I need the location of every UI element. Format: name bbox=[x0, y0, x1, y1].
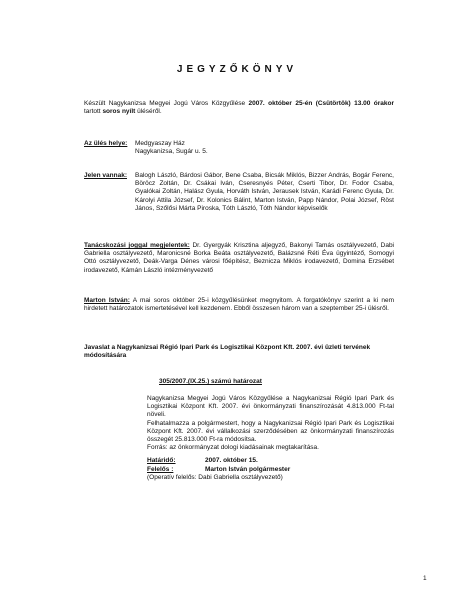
document-title: JEGYZŐKÖNYV bbox=[176, 64, 298, 75]
responsible-label: Felelős : bbox=[147, 465, 174, 473]
intro-soros: soros nyílt bbox=[102, 108, 136, 116]
resolution-source: Forrás: az önkormányzat dologi kiadásainak megtakarítása. bbox=[147, 444, 319, 452]
resolution-body bbox=[147, 395, 394, 482]
location-line1: Medgyaszay Ház bbox=[135, 140, 185, 147]
location-line2: Nagykanizsa, Sugár u. 5. bbox=[135, 148, 208, 156]
operative-line: (Operatív felelős: Dabi Gabriella osztályvezető) bbox=[147, 473, 283, 481]
intro-pre: Készült Nagykanizsa Megyei Jogú Város Közgyűlése bbox=[84, 100, 249, 107]
deadline-label: Határidő: bbox=[147, 457, 176, 465]
deadline-value: 2007. október 15. bbox=[205, 457, 258, 465]
opening-text: A mai soros október 25-i közgyűlésünket megnyitom. A forgatókönyv szerint a ki nem hirdetett határozatok ismertetésével kell kezdenem. Ebből összesen három van a szeptember 25-i ülésről. bbox=[84, 297, 394, 313]
advisory-text: Dr. Gyergyák Krisztina aljegyző, Bakonyi Tamás osztályvezető, Dabi Gabriella osztályvezető, Maronicsné Borka Beáta osztályvezető, Balázsné Réti Éva ügyintéző, Somogyi Ottó osztályvezető, Deák-Varga Dénes városi főépítész, Beznicza Miklós irodavezető, Domina Erzsébet irodavezető, Kámán László intézményvezető bbox=[84, 242, 395, 274]
resolution-para1: Nagykanizsa Megyei Jogú Város Közgyűlése a Nagykanizsai Régió Ipari Park és Logisztikai Központ Kft. 2007. évi önkormányzati finanszírozását 4.813.000 Ft-tal növeli. bbox=[147, 395, 394, 419]
present-list: Balogh László, Bárdosi Gábor, Bene Csaba, Bicsák Miklós, Bizzer András, Bogár Ferenc, Böröcz Zoltán, Dr. Csákai Iván, Cseresnyés Péter, Cserti Tibor, Dr. Fodor Csaba, Gyalókai Zoltán, Halász Gyula, Horváth István, Jerausek István, Karádi Ferenc Gyula, Dr. Károlyi Attila József, Dr. Kolonics Bálint, Marton István, Papp Nándor, Polai József, Röst János, Szőlősi Márta Piroska, Tóth László, Tóth Nándor képviselők bbox=[135, 172, 394, 212]
advisory-label: Tanácskozási joggal megjelentek: bbox=[84, 242, 190, 249]
deadline-line bbox=[147, 457, 394, 465]
page-number: 1 bbox=[423, 575, 427, 582]
responsible-line bbox=[147, 466, 394, 474]
intro-post: üléséről. bbox=[135, 108, 162, 116]
resolution-number: 305/2007.(IX.25.) számú határozat bbox=[159, 378, 262, 385]
intro-date: 2007. október 25-én (Csütörtök) 13.00 órakor bbox=[248, 100, 394, 107]
location-label: Az ülés helye: bbox=[84, 140, 128, 147]
resolution-para2: Felhatalmazza a polgármestert, hogy a Nagykanizsai Régió Ipari Park és Logisztikai Központ Kft. 2007. évi vállalkozási szerződésében az önkormányzati finanszírozás összegét 25.813.000 Ft-ra módosítsa. bbox=[147, 419, 394, 444]
present-label: Jelen vannak: bbox=[84, 172, 127, 179]
advisory-paragraph bbox=[84, 242, 394, 275]
intro-paragraph bbox=[84, 100, 394, 116]
location-value bbox=[135, 140, 394, 156]
responsible-value: Marton István polgármester bbox=[205, 465, 291, 473]
opening-speaker: Marton István: bbox=[84, 297, 130, 304]
opening-paragraph bbox=[84, 297, 394, 313]
intro-mid: tartott bbox=[84, 108, 103, 116]
agenda-heading: Javaslat a Nagykanizsai Régió Ipari Park és Logisztikai Központ Kft. 2007. évi üzleti tervének módosítására bbox=[84, 344, 371, 360]
